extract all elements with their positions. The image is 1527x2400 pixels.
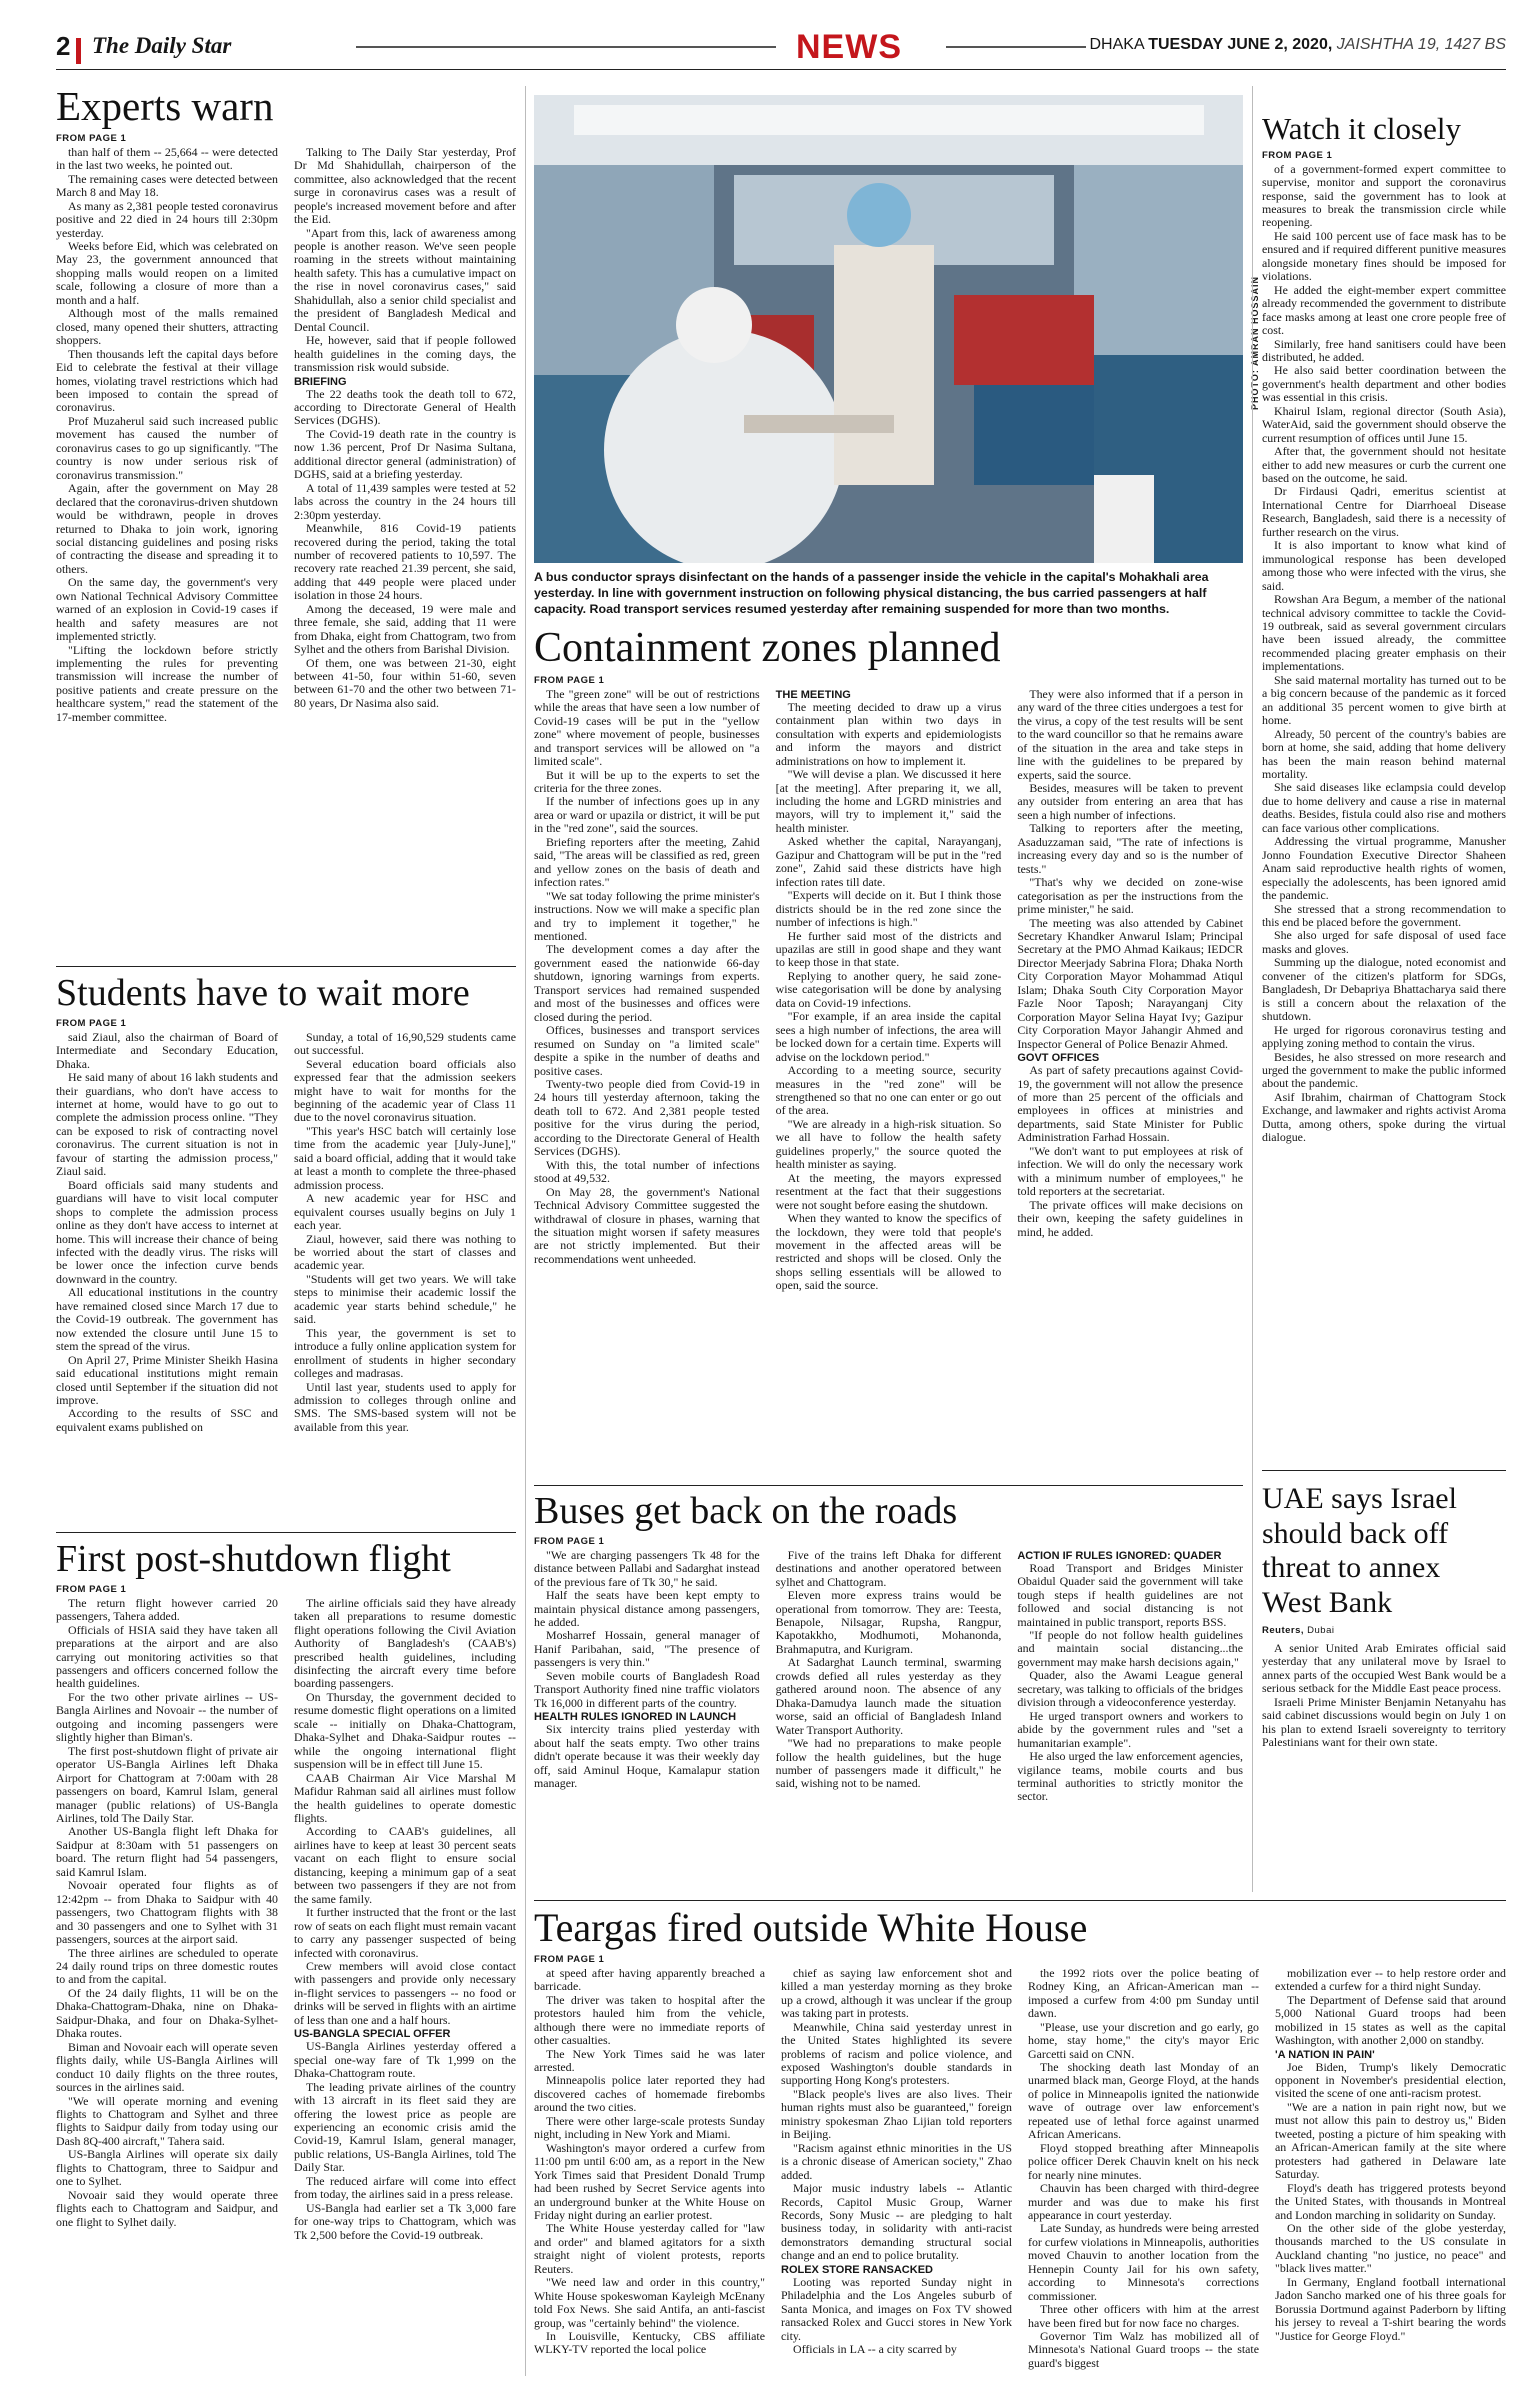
paragraph: Several education board officials also expressed fear that the admission seekers might have to wait for months for the beginning of the academic year of Class 11 due to the novel coronavirus situation.: [294, 1056, 516, 1125]
paragraph: But it will be up to the experts to set the criteria for the three zones.: [534, 767, 760, 795]
article-column: [1028, 1967, 1259, 2371]
paragraph: He also said better coordination between the government's health department and other bodies was essential in this crisis.: [1262, 363, 1506, 405]
paragraph: Floyd stopped breathing after Minneapolis police officer Derek Chauvin knelt on his neck for nearly nine minutes.: [1028, 2140, 1259, 2182]
paragraph: Summing up the dialogue, noted economist and convener of the citizen's platform for SDGs, Bangladesh, Dr Debapriya Bhattacharya said there is still a concern about the relaxation of the shutdown.: [1262, 955, 1506, 1024]
paragraph: Weeks before Eid, which was celebrated on May 23, the government announced that shopping malls would reopen on a limited scale, following a closure of more than a month and a half.: [56, 238, 278, 307]
paragraph: Washington's mayor ordered a curfew from 11:00 pm until 6:00 am, as a report in the New York Times said that President Donald Trump had been rushed by Secret Service agents into an underground bunker at the White House on Friday night during an earlier protest.: [534, 2140, 765, 2222]
article-column: [534, 688, 760, 1293]
paragraph: Prof Muzaherul said such increased public movement has caused the number of coronavirus cases to go up significantly. "The country is now under serious risk of coronavirus transmission.": [56, 413, 278, 482]
article-column: [534, 1967, 765, 2371]
paragraph: It further instructed that the front or the last row of seats on each flight must remain vacant to carry any passenger suspected of being infected with coronavirus.: [294, 1905, 516, 1960]
paragraph: At Sadarghat Launch terminal, swarming crowds defied all rules yesterday as they gathered around noon. The absence of any Dhaka-Damudya launch made the situation worse, said an official of Bangladesh Inland Water Transport Authority.: [775, 1655, 1002, 1737]
subheading: BRIEFING: [294, 375, 347, 388]
masthead-rule-left: [356, 46, 776, 48]
paragraph: Crew members will avoid close contact with passengers and provide only necessary in-flight services to passengers -- no food or drinks will be served in flights with an airtime of less than one and a half hours.: [294, 1958, 516, 2027]
paragraph: Officials of HSIA said they have taken all preparations at the airport and are also carrying out monitoring activities so that passengers and officers concerned follow the health guidelines.: [56, 1622, 278, 1691]
photo-credit: PHOTO: AMRAN HOSSAIN: [1250, 275, 1260, 410]
paragraph: The driver was taken to hospital after the protestors hauled him from the vehicle, although there were no immediate reports of other casualties.: [534, 1992, 765, 2048]
subheading: ROLEX STORE RANSACKED: [781, 2263, 933, 2276]
paragraph: Novoair said they would operate three flights each to Chattogram and Saidpur, and one flight to Sylhet daily.: [56, 2187, 278, 2229]
paragraph: at speed after having apparently breached a barricade.: [534, 1965, 765, 1994]
paragraph: Dr Firdausi Qadri, emeritus scientist at International Centre for Diarrhoeal Disease Research, Bangladesh, said there is a necessity of further research on the virus.: [1262, 484, 1506, 539]
paragraph: Chauvin has been charged with third-degree murder and was due to make his first appearance in court yesterday.: [1028, 2181, 1259, 2222]
paragraph: A new academic year for HSC and equivalent courses usually begins on July 1 each year.: [294, 1191, 516, 1233]
article-column: [56, 146, 278, 724]
headline: UAE says Israel should back off threat to annex West Bank: [1262, 1482, 1457, 1619]
article-column: [294, 146, 516, 724]
paragraph: The first post-shutdown flight of private air operator US-Bangla Airlines left Dhaka Airport for Chattogram at 7:00am with 28 passengers on board, Kamrul Islam, general manager (public relations) of US-Bangla Airlines, told The Daily Star.: [56, 1743, 278, 1825]
paragraph: The Covid-19 death rate in the country is now 1.36 percent, Prof Dr Nasima Sultana, additional director general (administration) of DGHS, said at a briefing yesterday.: [294, 426, 516, 482]
paragraph: Then thousands left the capital days before Eid to celebrate the festival at their village homes, violating travel restrictions which had been imposed to contain the spread of coronavirus.: [56, 346, 278, 415]
paragraph: It is also important to know what kind of immunological response has been developed among those who were infected with the virus, she said.: [1262, 538, 1506, 593]
subheading: ACTION IF RULES IGNORED: QUADER: [1017, 1549, 1222, 1562]
paragraph: All educational institutions in the country have remained closed since March 17 due to the Covid-19 outbreak. The government has now extended the closure until June 15 to stem the spread of the virus.: [56, 1285, 278, 1354]
paragraph: "If people do not follow health guidelines and maintain social distancing...the government may make harsh decisions again,": [1017, 1628, 1244, 1669]
paragraph: Road Transport and Bridges Minister Obaidul Quader said the government will take tough steps if health guidelines are not followed and social distancing is not maintained in public transport, reports BSS.: [1017, 1560, 1244, 1629]
paragraph: "We are already in a high-risk situation. So we all have to follow the health safety guidelines properly," the source quoted the health minister as saying.: [775, 1116, 1002, 1172]
article-containment-zones: [534, 627, 1243, 1482]
paragraph: Three other officers with him at the arrest have been fired but for now face no charges.: [1028, 2302, 1259, 2330]
paragraph: She also urged for safe disposal of used face masks and gloves.: [1262, 928, 1506, 956]
paragraph: US-Bangla had earlier set a Tk 3,000 fare for one-way trips to Chattogram, which was Tk 2,500 before the Covid-19 outbreak.: [294, 2200, 516, 2242]
article-buses-back: [534, 1492, 1243, 1892]
paragraph: Meanwhile, 816 Covid-19 patients recovered during the period, taking the total number of recovered patients to 10,597. The recovery rate reached 21.39 percent, she said, adding that 449 people were placed under isolation in those 24 hours.: [294, 521, 516, 603]
paragraph: He urged for rigorous coronavirus testing and applying zoning method to contain the virus.: [1262, 1022, 1506, 1051]
paragraph: Quader, also the Awami League general secretary, was talking to officials of the bridges division through a videoconference yesterday.: [1017, 1668, 1244, 1710]
paragraph: Addressing the virtual programme, Manusher Jonno Foundation Executive Director Shaheen Anam said reproductive health rights of women, especially the adolescents, has been ignored amid the pandemic.: [1262, 834, 1506, 903]
paragraph: For the two other private airlines -- US-Bangla Airlines and Novoair -- the number of outgoing and incoming passengers were slightly higher than Biman's.: [56, 1689, 278, 1745]
headline: Watch it closely: [1262, 111, 1461, 146]
paragraph: He said 100 percent use of face mask has to be ensured and if required different punitive measures alongside monetary fines should be imposed for violations.: [1262, 228, 1506, 284]
paragraph: He said many of about 16 lakh students and their guardians, who don't have access to internet at home, would have to go out to complete the admission process online. "They can be exposed to risk of contracting novel coronavirus. The current situation is not in favour of starting the admission process," Ziaul said.: [56, 1070, 278, 1179]
paragraph: The three airlines are scheduled to operate 24 daily round trips on three domestic routes to and from the capital.: [56, 1945, 278, 1987]
paragraph: Khairul Islam, regional director (South Asia), WaterAid, said the government should observe the current resumption of offices until June 15.: [1262, 403, 1506, 445]
paragraph: Twenty-two people died from Covid-19 in 24 hours till yesterday afternoon, taking the death toll to 672. And 2,381 people tested positive for the virus during the period, according to the Directorate General of Health Services (DGHS).: [534, 1076, 760, 1159]
date-line: [1089, 36, 1506, 54]
paragraph: chief as saying law enforcement shot and killed a man yesterday morning as they broke up a crowd, although it was unclear if the group was taking part in protests.: [781, 1965, 1012, 2021]
article-column: [534, 1549, 760, 1804]
paragraph: Already, 50 percent of the country's babies are born at home, she said, adding that home delivery has been the main reason behind maternal mortality.: [1262, 726, 1506, 781]
paragraph: According to CAAB's guidelines, all airlines have to keep at least 30 percent seats vacant on each flight to ensure social distancing, keeping a minimum gap of a seat between two passengers if they are not from the same family.: [294, 1824, 516, 1906]
from-page-label: FROM PAGE 1: [534, 674, 605, 686]
bus-interior-illustration: [534, 95, 1243, 563]
paragraph: After that, the government should not hesitate either to add new measures or curb the current one based on the outcome, he said.: [1262, 444, 1506, 486]
article-divider: [534, 1900, 1506, 1901]
paragraph: Rowshan Ara Begum, a member of the national technical advisory committee to tackle the Covid-19 outbreak, said as several government circulars have been issued already, the committee recommended placing greater emphasis on their implementations.: [1262, 592, 1506, 674]
article-column: [56, 1031, 278, 1435]
subheading: 'A NATION IN PAIN': [1275, 2048, 1375, 2061]
paragraph: mobilization ever -- to help restore order and extended a curfew for a third night Sunday.: [1275, 1965, 1506, 1994]
from-page-label: FROM PAGE 1: [534, 1953, 605, 1965]
from-page-label: FROM PAGE 1: [56, 1017, 127, 1029]
paragraph: Asif Ibrahim, chairman of Chattogram Stock Exchange, and lawmaker and rights activist Aroma Dutta, among others, spoke during the virtual dialogue.: [1262, 1089, 1506, 1145]
paragraph: Governor Tim Walz has mobilized all of Minnesota's National Guard troops -- the state guard's biggest: [1028, 2329, 1259, 2370]
paragraph: He, however, said that if people followed health guidelines in the coming days, the transmission risk would subside.: [294, 333, 516, 375]
article-divider: [1262, 1470, 1506, 1471]
paragraph: They were also informed that if a person in any ward of the three cities undergoes a test for the virus, a copy of the test results will be sent to the ward councillor so that he remains aware of the situation in the area and take steps in line with the guidelines to be prepared by experts, said the source.: [1017, 686, 1244, 782]
masthead-logo: The Daily Star: [92, 33, 232, 58]
paragraph: "Black people's lives are also lives. Their human rights must also be guaranteed," foreign ministry spokesman Zhao Lijian told reporters in Beijing.: [781, 2086, 1012, 2142]
article-column: [1017, 1549, 1243, 1804]
paragraph: The return flight however carried 20 passengers, Tahera added.: [56, 1595, 278, 1624]
paragraph: The 22 deaths took the death toll to 672, according to Directorate General of Health Services (DGHS).: [294, 386, 516, 428]
article-teargas-white-house: [534, 1905, 1506, 2388]
article-first-flight: [56, 1540, 516, 2380]
paragraph: At the meeting, the mayors expressed resentment at the fact that their suggestions were not sought before easing the shutdown.: [775, 1170, 1002, 1212]
date-day: TUESDAY JUNE 2, 2020,: [1148, 36, 1333, 53]
paragraph: "We had no preparations to make people follow the health guidelines, but the huge number of passengers made it difficult," he said, wishing not to be named.: [775, 1736, 1002, 1791]
paragraph: Besides, he also stressed on more research and urged the government to make the public informed about the pandemic.: [1262, 1049, 1506, 1091]
paragraph: She said maternal mortality has turned out to be a big concern because of the pandemic as it forced an additional 35 percent women to give birth at home.: [1262, 672, 1506, 728]
paragraph: Novoair operated four flights as of 12:42pm -- from Dhaka to Saidpur with 40 passengers, two Chattogram flights with 38 and 30 passengers and one to Sylhet with 31 passengers, sources at the airport said.: [56, 1878, 278, 1947]
date-place: DHAKA: [1089, 36, 1144, 53]
article-divider: [534, 1485, 1243, 1486]
paragraph: "Experts will decide on it. But I think those districts should be in the red zone since the number of infections is high.": [775, 888, 1002, 930]
paragraph: The reduced airfare will come into effect from today, the airlines said in a press release.: [294, 2173, 516, 2202]
paragraph: Floyd's death has triggered protests beyond the United States, with thousands in Montreal and London marching in solidarity on Sunday.: [1275, 2180, 1506, 2222]
page-number-bar: [76, 38, 81, 64]
paragraph: Half the seats have been kept empty to maintain physical distance among passengers, he added.: [534, 1588, 760, 1630]
paragraph: In Louisville, Kentucky, CBS affiliate WLKY-TV reported the local police: [534, 2329, 765, 2357]
paragraph: "We are charging passengers Tk 48 for the distance between Pallabi and Sadarghat instead of the previous fare of Tk 30," he said.: [534, 1547, 760, 1589]
headline: Teargas fired outside White House: [534, 1905, 1088, 1950]
paragraph: Offices, businesses and transport services resumed on Sunday on "a limited scale" despite a spike in the number of deaths and positive cases.: [534, 1023, 760, 1078]
paragraph: "We are a nation in pain right now, but we must not allow this pain to destroy us," Biden tweeted, posting a picture of him speaking with an African-American family at the site where protesters had gathered in Delaware late Saturday.: [1275, 2099, 1506, 2182]
page-number: 2: [56, 31, 71, 61]
masthead: [56, 26, 1506, 70]
paragraph: She stressed that a strong recommendation to this end be placed before the government.: [1262, 901, 1506, 929]
date-bangla: JAISHTHA 19, 1427 BS: [1336, 36, 1506, 53]
paragraph: US-Bangla Airlines yesterday offered a special one-way fare of Tk 1,999 on the Dhaka-Chattogram route.: [294, 2039, 516, 2081]
paragraph: "We sat today following the prime minister's instructions. Now we will make a specific plan and try to implement it together," he mentioned.: [534, 888, 760, 943]
paragraph: As part of safety precautions against Covid-19, the government will not allow the presence of more than 25 percent of the officials and employees in offices at ministries and departments, said State Minister for Public Administration Farhad Hossain.: [1017, 1063, 1244, 1145]
article-uae-israel: [1262, 1482, 1506, 1892]
paragraph: He urged transport owners and workers to abide by the government rules and "set a humanitarian example".: [1017, 1708, 1244, 1750]
article-column: [1262, 163, 1506, 1145]
article-watch-closely: [1262, 113, 1506, 1468]
paragraph: The remaining cases were detected between March 8 and May 18.: [56, 171, 278, 200]
section-title: NEWS: [796, 28, 902, 66]
paragraph: The shocking death last Monday of an unarmed black man, George Floyd, at the hands of police in Minneapolis ignited the nationwide wave of outrage over law enforcement's repeated use of lethal force against unarmed African Americans.: [1028, 2059, 1259, 2142]
subheading: GOVT OFFICES: [1017, 1052, 1100, 1065]
headline: First post-shutdown flight: [56, 1538, 451, 1580]
paragraph: Another US-Bangla flight left Dhaka for Saidpur at 8:30am with 51 passengers on board. The return flight had 54 passengers, said Kamrul Islam.: [56, 1824, 278, 1879]
paragraph: Eleven more express trains would be operational from tomorrow. They are: Teesta, Benapole, Nilsagar, Rupsha, Rangpur, Kapotakkho, Modhumoti, Mohanonda, Brahmaputra, and Kurigram.: [775, 1588, 1002, 1656]
paragraph: According to the results of SSC and equivalent exams published on: [56, 1406, 278, 1434]
paragraph: "We need law and order in this country," White House spokeswoman Kayleigh McEnany told Fox News. She said Antifa, an anti-fascist group, was "certainly behind" the violence.: [534, 2275, 765, 2330]
paragraph: Six intercity trains plied yesterday with about half the seats empty. Two other trains didn't operate because it was their weekly day off, said Aminul Hoque, Kamalapur station manager.: [534, 1722, 760, 1790]
paragraph: "We will operate morning and evening flights to Chattogram and Sylhet and three flights to Saidpur daily from today using our Dash 8Q-400 aircraft," Tahera said.: [56, 2093, 278, 2148]
paragraph: He further said most of the districts and upazilas are still in good shape and they want to keep those in that state.: [775, 928, 1002, 970]
paragraph: He added the eight-member expert committee already recommended the government to distribute face masks among at least one crore people free of cost.: [1262, 282, 1506, 338]
paragraph: A total of 11,439 samples were tested at 52 labs across the country in the 24 hours till 2:30pm yesterday.: [294, 480, 516, 522]
paragraph: She said diseases like eclampsia could develop due to home delivery and cause a rise in maternal deaths. Besides, fistula could also rise and mothers can face various other complications.: [1262, 780, 1506, 835]
paragraph: On the other side of the globe yesterday, thousands marched to the US consulate in Auckland chanting "no justice, no peace" and "black lives matter.": [1275, 2220, 1506, 2276]
paragraph: The development comes a day after the government eased the nationwide 66-day shutdown, ignoring warnings from experts. Transport services had remained suspended and most of the businesses and offices were closed during the period.: [534, 942, 760, 1024]
paragraph: The leading private airlines of the country with 13 aircraft in its fleet said they are offering the lowest price as people are experiencing an economic crisis amid the Covid-19, Kamrul Islam, general manager, public relations, US-Bangla Airlines, told The Daily Star.: [294, 2079, 516, 2175]
article-column: [776, 688, 1002, 1293]
paragraph: The airline officials said they have already taken all preparations to resume domestic flight operations following the Civil Aviation Authority of Bangladesh's (CAAB's) prescribed health guidelines, including disinfecting the aircraft every time before boarding passengers.: [294, 1595, 516, 1691]
paragraph: Replying to another query, he said zone-wise categorisation will be done by analysing data on Covid-19 infections.: [775, 968, 1002, 1010]
paragraph: Meanwhile, China said yesterday unrest in the United States highlighted its severe problems of racism and police violence, and exposed Washington's double standards in supporting Hong Kong's protesters.: [781, 2019, 1012, 2088]
paragraph: This year, the government is set to introduce a fully online application system for enrollment of students in higher secondary colleges and madrasas.: [294, 1325, 516, 1381]
paragraph: If the number of infections goes up in any area or ward or upazila or district, it will be put in the "red zone", said the sources.: [534, 794, 760, 836]
paragraph: The "green zone" will be out of restrictions while the areas that have seen a low number of Covid-19 cases will be put in the "yellow zone" where movement of people, businesses and transport services will be allowed on "a limited scale".: [534, 686, 760, 769]
paragraph: "This year's HSC batch will certainly lose time from the academic year [July-June]," said a board official, adding that it would take at least a month to complete the three-phased admission process.: [294, 1123, 516, 1192]
headline: Experts warn: [56, 83, 274, 129]
paragraph: On April 27, Prime Minister Sheikh Hasina said educational institutions might remain closed until September if the situation did not improve.: [56, 1352, 278, 1407]
subheading: HEALTH RULES IGNORED IN LAUNCH: [534, 1711, 737, 1724]
paragraph: the 1992 riots over the police beating of Rodney King, an African-American man -- imposed a curfew from 4:00 pm Sunday until dawn.: [1028, 1965, 1259, 2021]
byline-agency: Reuters,: [1262, 1625, 1305, 1636]
paragraph: Ziaul, however, said there was nothing to be worried about the start of classes and academic year.: [294, 1231, 516, 1273]
paragraph: In Germany, England football international Jadon Sancho marked one of his three goals for Borussia Dortmund against Paderborn by lifting his jersey to reveal a T-shirt bearing the words "Justice for George Floyd.": [1275, 2274, 1506, 2343]
headline: Students have to wait more: [56, 972, 470, 1014]
article-column: [781, 1967, 1012, 2371]
paragraph: With this, the total number of infections stood at 49,532.: [534, 1157, 760, 1186]
paragraph: Mosharref Hossain, general manager of Hanif Paribahan, said, "The presence of passengers is very thin.": [534, 1628, 760, 1670]
article-column: [1275, 1967, 1506, 2371]
paragraph: "That's why we decided on zone-wise categorisation as per the instructions from the prime minister," he said.: [1017, 875, 1244, 917]
paragraph: Talking to The Daily Star yesterday, Prof Dr Md Shahidullah, chairperson of the committee, also acknowledged that the recent surge in coronavirus cases was a result of people's increased movement before and after the Eid.: [294, 144, 516, 227]
paragraph: Officials in LA -- a city scarred by: [793, 2342, 957, 2357]
from-page-label: FROM PAGE 1: [56, 132, 127, 144]
subheading: THE MEETING: [775, 688, 851, 701]
paragraph: "Lifting the lockdown before strictly implementing the rules for preventing transmission will increase the number of positive patients and create pressure on the healthcare system," read the statement of the 17-member committee.: [56, 642, 278, 724]
byline: [1262, 1625, 1506, 1636]
headline: Buses get back on the roads: [534, 1490, 958, 1532]
paragraph: Board officials said many students and guardians will have to visit local computer shops to complete the admission process online as they don't have access to internet at home. This will increase their chance of being infected with the deadly virus. The risks will be lower once the infection curve bends downward in the country.: [56, 1177, 278, 1286]
paragraph: than half of them -- 25,664 -- were detected in the last two weeks, he pointed out.: [56, 144, 278, 173]
article-column: [294, 1031, 516, 1435]
article-column: [776, 1549, 1002, 1804]
paragraph: said Ziaul, also the chairman of Board of Intermediate and Secondary Education, Dhaka.: [56, 1029, 278, 1071]
article-divider: [56, 1532, 516, 1533]
article-column: [1017, 688, 1243, 1293]
paragraph: "We don't want to put employees at risk of infection. We will do only the necessary work with a minimum number of employees," he told reporters at the secretariat.: [1017, 1143, 1244, 1199]
paragraph: Israeli Prime Minister Benjamin Netanyahu has said cabinet discussions would begin on July 1 on his plan to extend Israeli sovereignty to territory Palestinians want for their own state.: [1262, 1694, 1506, 1750]
paragraph: Besides, measures will be taken to prevent any outsider from entering an area that has seen a high number of infections.: [1017, 781, 1244, 822]
paragraph: "Please, use your discretion and go early, go home, stay home," the city's mayor Eric Garcetti said on CNN.: [1028, 2019, 1259, 2061]
paragraph: The private offices will make decisions on their own, keeping the safety guidelines in mind, he added.: [1017, 1197, 1244, 1239]
masthead-rule-right: [946, 46, 1086, 48]
paragraph: On the same day, the government's very own National Technical Advisory Committee warned of an explosion in Covid-19 cases if health and safety measures are not implemented strictly.: [56, 575, 278, 644]
paragraph: US-Bangla Airlines will operate six daily flights to Chattogram, three to Saidpur and one to Sylhet.: [56, 2147, 278, 2189]
news-photo: [534, 95, 1243, 563]
column-rule: [525, 86, 526, 2376]
paragraph: "Racism against ethnic minorities in the US is a chronic disease of American society," Zhao added.: [781, 2140, 1012, 2182]
paragraph: The White House yesterday called for "law and order" and blamed agitators for a sixth straight night of violent protests, reports Reuters.: [534, 2221, 765, 2276]
photo-caption: A bus conductor sprays disinfectant on the hands of a passenger inside the vehicle in the capital's Mohakhali area yesterday. In line with government instruction on following physical distancing, the bus carried passengers at half capacity. Road transport services resumed yesterday after remaining suspended for more than two months.: [534, 570, 1209, 617]
article-column: [56, 1597, 278, 2242]
paragraph: Although most of the malls remained closed, many opened their shutters, attracting shoppers.: [56, 306, 278, 348]
paragraph: Until last year, students used to apply for admission to colleges through online and SMS. The SMS-based system will not be available from this year.: [294, 1379, 516, 1434]
paragraph: of a government-formed expert committee to supervise, monitor and support the coronavirus response, said the government has to look at measures to break the transmission circle while reopening.: [1262, 161, 1506, 230]
paragraph: Talking to reporters after the meeting, Asaduzzaman said, "The rate of infections is increasing every day and so is the number of tests.": [1017, 821, 1244, 876]
paragraph: The New York Times said he was later arrested.: [534, 2046, 765, 2074]
paragraph: "Students will get two years. We will take steps to minimise their academic lossif the academic year starts behind schedule," he said.: [294, 1271, 516, 1327]
column-rule: [1252, 86, 1253, 1892]
paragraph: Asked whether the capital, Narayanganj, Gazipur and Chattogram will be put in the "red zone", Zahid said these districts have high infection rates till date.: [775, 834, 1002, 889]
subheading: US-BANGLA SPECIAL OFFER: [294, 2028, 451, 2041]
article-column: [294, 1597, 516, 2242]
paragraph: Again, after the government on May 28 declared that the coronavirus-driven shutdown would be withdrawn, people in droves returned to Dhaka to join work, ignoring social distancing guidelines and posing risks of contracting the disease and spreading it to others.: [56, 481, 278, 576]
paragraph: Similarly, free hand sanitisers could have been distributed, he added.: [1262, 336, 1506, 364]
paragraph: The Department of Defense said that around 5,000 National Guard troops had been mobilized in 15 states as well as the capital Washington, with another 2,000 on standby.: [1275, 1992, 1506, 2048]
from-page-label: FROM PAGE 1: [56, 1583, 127, 1595]
paragraph: A senior United Arab Emirates official said yesterday that any unilateral move by Israel to annex parts of the occupied West Bank would be a serious setback for the Middle East peace process.: [1262, 1641, 1506, 1696]
paragraph: Sunday, a total of 16,90,529 students came out successful.: [294, 1029, 516, 1058]
from-page-label: FROM PAGE 1: [534, 1535, 605, 1547]
paragraph: Biman and Novoair each will operate seven flights daily, while US-Bangla Airlines will conduct 10 daily flights on the three routes, sources in the airlines said.: [56, 2039, 278, 2095]
from-page-label: FROM PAGE 1: [1262, 149, 1333, 161]
paragraph: Joe Biden, Trump's likely Democratic opponent in November's presidential election, visited the scene of one anti-racism protest.: [1275, 2059, 1506, 2101]
paragraph: He also urged the law enforcement agencies, vigilance teams, mobile courts and bus terminal authorities to strictly monitor the sector.: [1017, 1749, 1244, 1804]
paragraph: Of the 24 daily flights, 11 will be on the Dhaka-Chattogram-Dhaka, nine on Dhaka-Saidpur-Dhaka, and four on Dhaka-Sylhet-Dhaka routes.: [56, 1985, 278, 2041]
paragraph: As many as 2,381 people tested coronavirus positive and 22 died in 24 hours till 2:30pm yesterday.: [56, 198, 278, 240]
paragraph: "Apart from this, lack of awareness among people is another reason. We've seen people roaming in the streets without maintaining health safety. This has a cumulative impact on the rise in novel coronavirus cases," said Shahidullah, also a senior child specialist and the president of Bangladesh Medical and Dental Council.: [294, 225, 516, 334]
paragraph: "We will devise a plan. We discussed it here [at the meeting]. After preparing it, we all, including the home and LGRD ministries and mayors, will try to implement it," said the health minister.: [775, 767, 1002, 835]
paragraph: "For example, if an area inside the capital sees a high number of infections, the area will be locked down for a certain time. Experts will advise on the lockdown period.": [775, 1009, 1002, 1064]
article-students-wait: [56, 974, 516, 1534]
paragraph: Seven mobile courts of Bangladesh Road Transport Authority fined nine traffic violators Tk 16,000 in different parts of the country.: [534, 1668, 760, 1710]
paragraph: Five of the trains left Dhaka for different destinations and another operatored between sylhet and Chattogram.: [775, 1547, 1002, 1589]
article-divider: [56, 966, 516, 967]
paragraph: On May 28, the government's National Technical Advisory Committee suggested the withdrawal of closure in phases, warning that the situation might worsen if safety measures are not strictly implemented. But their recommendations went unheeded.: [534, 1184, 760, 1266]
paragraph: On Thursday, the government decided to resume domestic flight operations on a limited scale -- initially on Dhaka-Chattogram, Dhaka-Sylhet and Dhaka-Saidpur routes -- while the ongoing international flight suspension will be in effect till June 15.: [294, 1689, 516, 1772]
paragraph: When they wanted to know the specifics of the lockdown, they were told that people's movement in the affected areas will be restricted and shops will be closed. Only the shops selling essentials will be allowed to open, said the source.: [775, 1211, 1002, 1293]
headline: Containment zones planned: [534, 625, 1001, 671]
paragraph: Briefing reporters after the meeting, Zahid said, "The areas will be classified as red, green and yellow zones on the basis of death and infection rates.": [534, 834, 760, 890]
paragraph: CAAB Chairman Air Vice Marshal M Mafidur Rahman said all airlines must follow the health guidelines to operate domestic flights.: [294, 1770, 516, 1825]
paragraph: The meeting was also attended by Cabinet Secretary Khandker Anwarul Islam; Principal Secretary at the PMO Ahmad Kaikaus; IEDCR Director Meerjady Sabrina Flora; Dhaka North City Corporation Mayor Mohammad Atiqul Islam; Dhaka South City Corporation Mayor Fazle Noor Taposh; Narayanganj City Corporation Mayor Selina Hayat Ivy; Gazipur City Corporation Mayor Jahangir Ahmed and Inspector General of Police Benazir Ahmed.: [1017, 915, 1244, 1051]
paragraph: Of them, one was between 21-30, eight between 41-50, four within 51-60, seven between 61-70 and the other two between 71-80 years, Dr Nasima also said.: [294, 655, 516, 710]
paragraph: Major music industry labels -- Atlantic Records, Capitol Music Group, Warner Records, Sony Music -- are pledging to halt business today, in solidarity with anti-racist demonstrators demanding structural social change and an end to police brutality.: [781, 2181, 1012, 2263]
paragraph: According to a meeting source, security measures in the "red zone" will be strengthened so that no one can enter or go out of the area.: [775, 1063, 1002, 1118]
paragraph: Late Sunday, as hundreds were being arrested for curfew violations in Minneapolis, authorities moved Chauvin to another location from the Hennepin County Jail for his own safety, according to Minnesota's corrections commissioner.: [1028, 2221, 1259, 2303]
paragraph: Minneapolis police later reported they had discovered caches of homemade firebombs around the two cities.: [534, 2073, 765, 2115]
paragraph: Among the deceased, 19 were male and three female, she said, adding that 11 were from Dhaka, eight from Chattogram, two from Sylhet and the others from Barishal Division.: [294, 601, 516, 657]
article-experts-warn: [56, 83, 516, 956]
paragraph: Looting was reported Sunday night in Philadelphia and the Los Angeles suburb of Santa Monica, and images on Fox TV showed ransacked Rolex and Gucci stores in New York city.: [781, 2274, 1012, 2343]
paragraph: The meeting decided to draw up a virus containment plan within two days in consultation with experts and epidemiologists and inform the mayors and district administrations on how to implement it.: [775, 699, 1002, 768]
byline-city: Dubai: [1307, 1625, 1335, 1636]
paragraph: There were other large-scale protests Sunday night, including in New York and Miami.: [534, 2113, 765, 2142]
article-column: [1262, 1642, 1506, 1750]
